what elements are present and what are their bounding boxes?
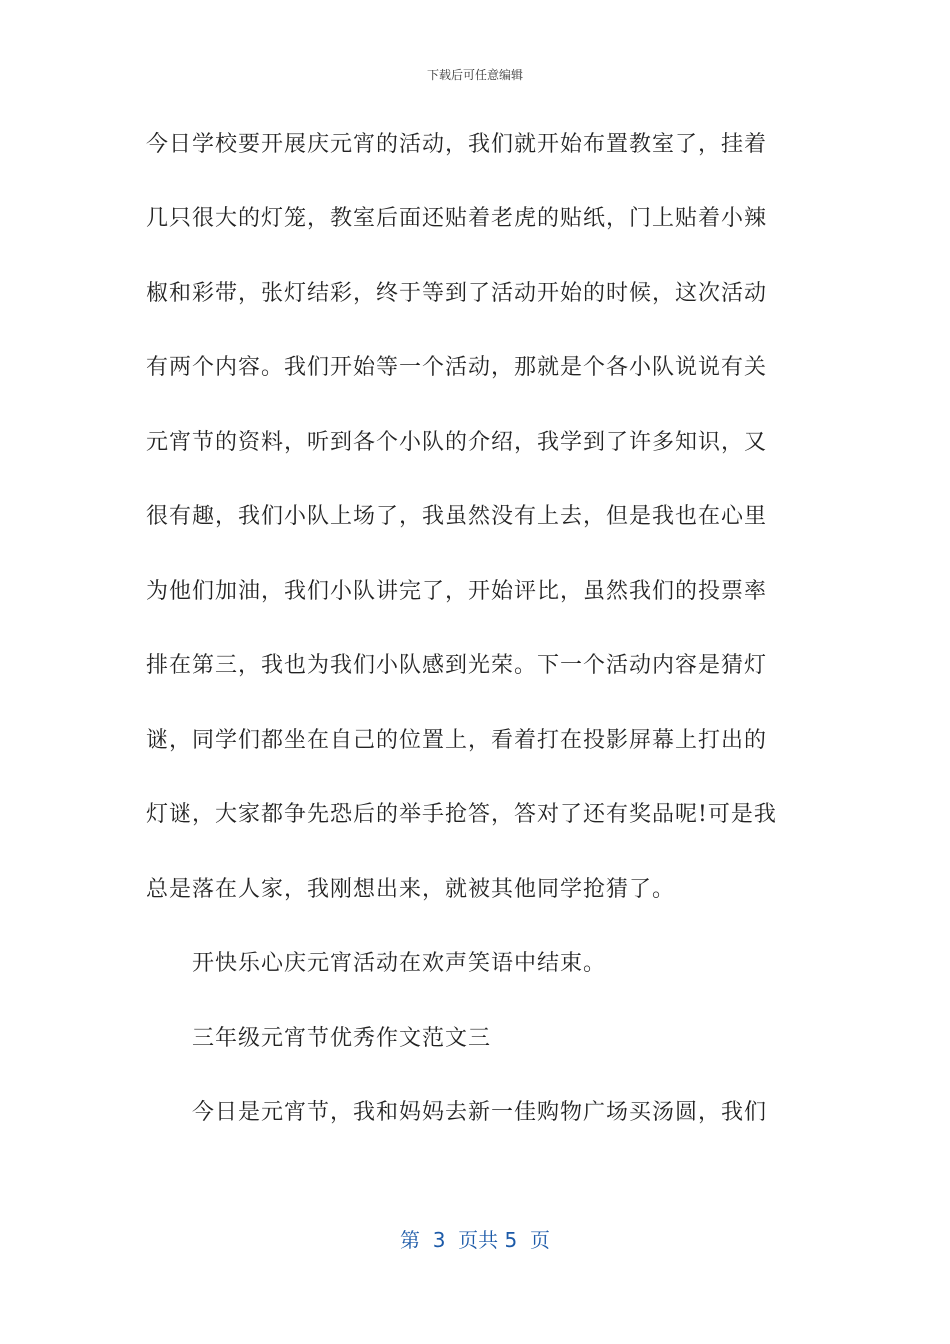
section-heading: 三年级元宵节优秀作文范文三 — [192, 1026, 492, 1051]
text-line: 为他们加油，我们小队讲完了，开始评比，虽然我们的投票率 — [146, 579, 768, 604]
text-line: 总是落在人家，我刚想出来，就被其他同学抢猜了。 — [146, 877, 676, 902]
text-line: 椒和彩带，张灯结彩，终于等到了活动开始的时候，这次活动 — [146, 281, 768, 306]
page-number: 第 3 页共 5 页 — [400, 1228, 550, 1252]
text-line: 谜，同学们都坐在自己的位置上，看着打在投影屏幕上打出的 — [146, 728, 768, 753]
text-line: 今日学校要开展庆元宵的活动，我们就开始布置教室了，挂着 — [146, 132, 768, 157]
text-line: 排在第三，我也为我们小队感到光荣。下一个活动内容是猜灯 — [146, 653, 768, 678]
text-line: 很有趣，我们小队上场了，我虽然没有上去，但是我也在心里 — [146, 504, 768, 529]
text-line: 灯谜，大家都争先恐后的举手抢答，答对了还有奖品呢!可是我 — [146, 802, 777, 827]
paragraph-line: 开快乐心庆元宵活动在欢声笑语中结束。 — [192, 951, 607, 976]
text-line: 元宵节的资料，听到各个小队的介绍，我学到了许多知识，又 — [146, 430, 768, 455]
text-line: 几只很大的灯笼，教室后面还贴着老虎的贴纸，门上贴着小辣 — [146, 206, 768, 231]
header-note: 下载后可任意编辑 — [426, 68, 523, 82]
text-line: 有两个内容。我们开始等一个活动，那就是个各小队说说有关 — [146, 355, 768, 380]
paragraph-line: 今日是元宵节，我和妈妈去新一佳购物广场买汤圆，我们 — [192, 1100, 768, 1125]
